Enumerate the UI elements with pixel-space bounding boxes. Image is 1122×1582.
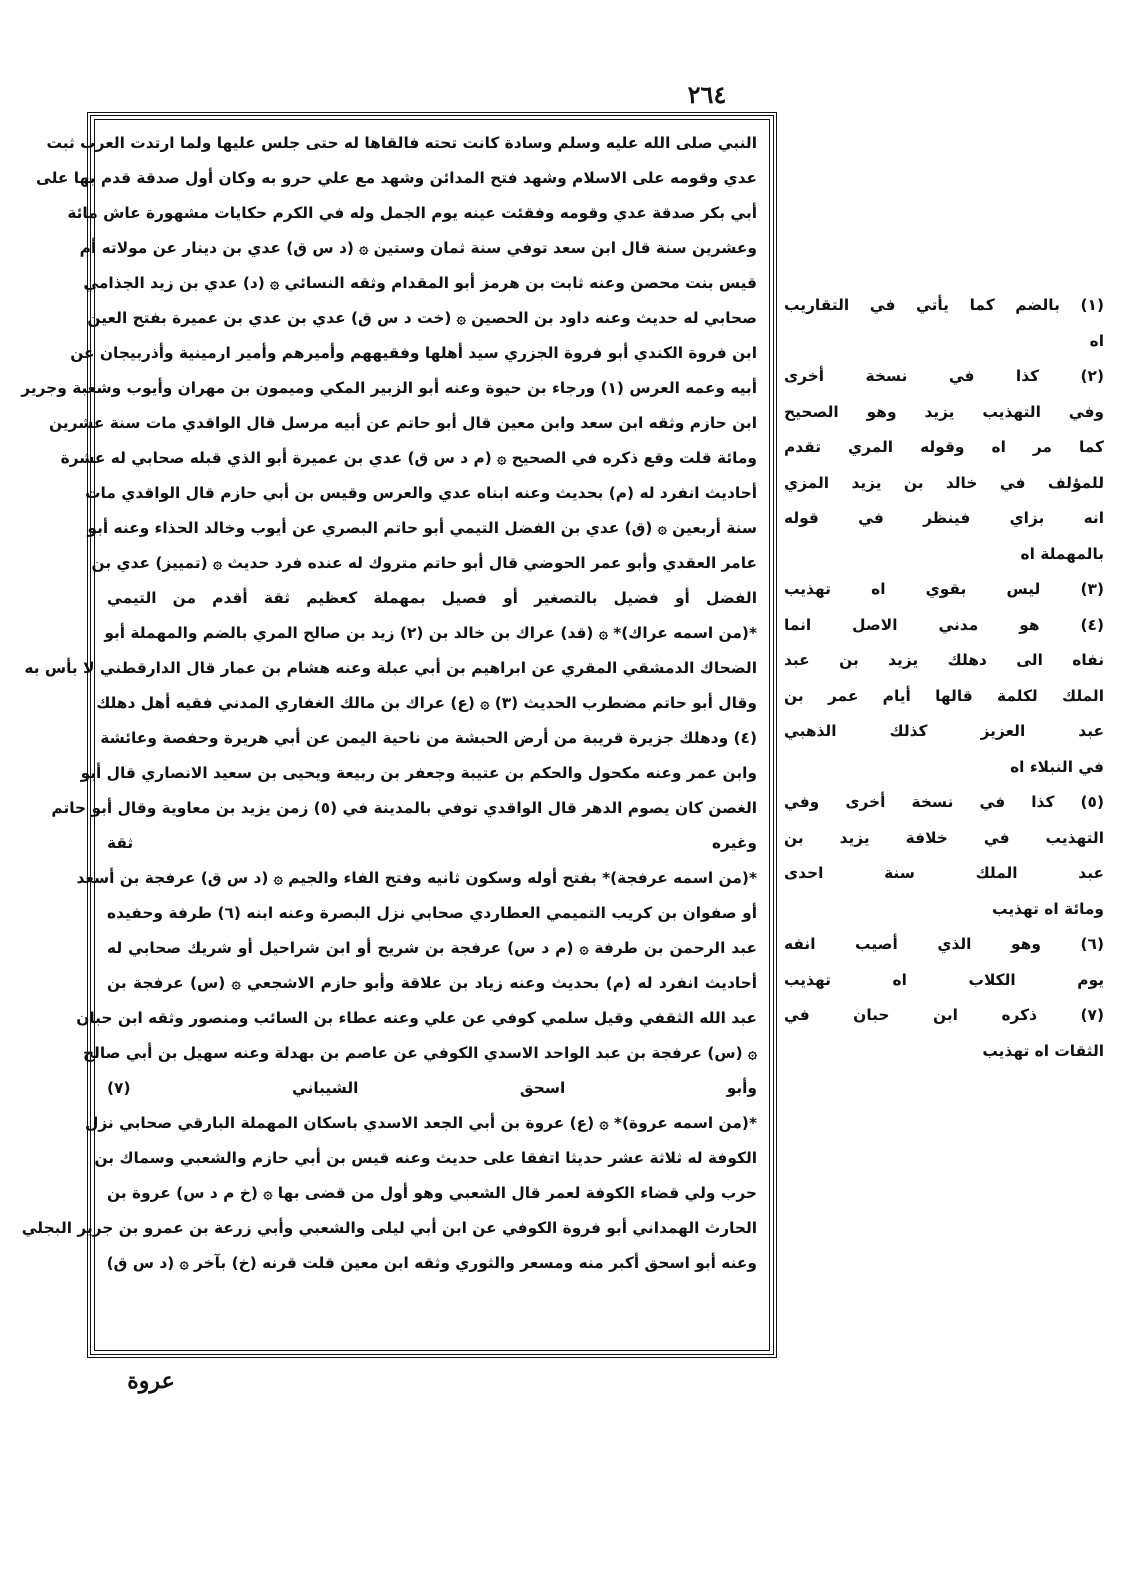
text-line: عامر العقدي وأبو عمر الحوضي قال أبو حاتم متروك له عنده فرد حديث ۞ (تمييز) عدي بن [91,554,757,572]
margin-footnotes [784,288,1104,1069]
text-line: وعشرين سنة قال ابن سعد توفي سنة ثمان وستين ۞ (د س ق) عدي بن دينار عن مولاته أم [79,239,757,257]
footnote-line: عبد العزيز كذلك الذهبي [784,722,1104,740]
footnote-line: في النبلاء اه [1010,757,1104,776]
text-line: الضحاك الدمشقي المقري عن ابراهيم بن أبي عبلة وعنه هشام بن عمار قال الدارقطني لا بأس به [24,659,757,677]
text-line: *(من اسمه عراك)* ۞ (قد) عراك بن خالد بن (٢) زيد بن صالح المري بالضم والمهملة أبو [104,624,757,642]
footnote-line: (١) بالضم كما يأتي في التقاريب [784,296,1104,314]
text-line: قيس بنت محصن وعنه ثابت بن هرمز أبو المقدام وثقه النسائي ۞ (د) عدي بن زيد الجذامي [83,274,757,292]
text-line: أو صفوان بن كريب التميمي العطاردي صحابي نزل البصرة وعنه ابنه (٦) طرفة وحفيده [107,904,757,922]
text-line: ابن حازم وثقه ابن سعد وابن معين قال أبو حاتم عن أبيه مرسل قال الواقدي مات سنة عشرين [48,414,757,432]
text-line: عبد الله الثقفي وقيل سلمي كوفي عن علي وعنه عطاء بن السائب ومنصور وثقه ابن حبان [76,1009,757,1027]
footnote-line: (٦) وهو الذي أصيب انفه [784,935,1104,953]
footnote-line: نفاه الى دهلك يزيد بن عبد [784,651,1104,669]
text-line: وغيره ثقة [107,834,757,852]
footnote-line: انه بزاي فينظر في قوله [784,509,1104,527]
text-line: حرب ولي قضاء الكوفة لعمر قال الشعبي وهو أول من قضى بها ۞ (خ م د س) عروة بن [107,1184,757,1202]
footnote-line: (٤) هو مدني الاصل انما [784,615,1104,634]
text-line: أحاديث انفرد له (م) بحديث وعنه زياد بن علاقة وأبو حازم الاشجعي ۞ (س) عرفجة بن [107,974,757,992]
text-line: عدي وقومه على الاسلام وشهد فتح المدائن وشهد مع علي حرو به وكان أول صدقة قدم بها على [36,169,757,187]
footnote-line: بالمهملة اه [1020,544,1104,563]
text-line: الكوفة له ثلاثة عشر حديثا اتفقا على حديث وعنه قيس بن أبي حازم والشعبي وسماك بن [94,1149,757,1167]
footnote-line: كما مر اه وقوله المري تقدم [784,438,1104,456]
footnote-line: (٧) ذكره ابن حبان في [784,1006,1104,1024]
footnote-line: التهذيب في خلافة يزيد بن [784,828,1104,847]
page-number: ٢٦٤ [687,80,727,109]
footnote-line: الملك لكلمة قالها أيام عمر بن [784,686,1104,705]
main-text-frame [21,112,777,1358]
text-line: وأبو اسحق الشيباني (٧) [107,1079,757,1097]
footnote-line: عبد الملك سنة احدى [784,864,1104,882]
text-line: الحارث الهمداني أبو فروة الكوفي عن ابن أبي ليلى والشعبي وأبي زرعة بن عمرو بن جرير البجلي [21,1219,757,1237]
footnote-line: الثقات اه تهذيب [982,1041,1104,1060]
text-line: *(من اسمه عرفجة)* بفتح أوله وسكون ثانيه وفتح الفاء والجيم ۞ (د س ق) عرفجة بن أسعد [76,869,757,887]
footnote-line: وفي التهذيب يزيد وهو الصحيح [784,402,1104,421]
text-line: سنة أربعين ۞ (ق) عدي بن الفضل التيمي أبو حاتم البصري عن أيوب وخالد الحذاء وعنه أبو [87,519,757,537]
text-line: أبي بكر صدقة عدي وقومه وفقئت عينه يوم الجمل وله في الكرم حكايات مشهورة عاش مائة [67,204,757,222]
footnote-line: للمؤلف في خالد بن يزيد المزي [784,473,1104,492]
footnote-line: يوم الكلاب اه تهذيب [784,970,1104,989]
text-line: ابن فروة الكندي أبو فروة الجزري سيد أهلها وفقيههم وأميرهم وأمير ارمينية وأذربيجان عن [70,344,757,362]
text-line: وابن عمر وعنه مكحول والحكم بن عتيبة وجعفر بن ربيعة ويحيى بن سعيد الانصاري قال أبو [80,764,757,782]
text-line: (٤) ودهلك جزيرة قريبة من أرض الحبشة من ناحية اليمن عن أبي هريرة وحفصة وعائشة [100,729,757,747]
footnote-line: اه [1089,331,1104,350]
text-line: الفضل أو فضيل بالتصغير أو فصيل بمهملة كعظيم ثقة أقدم من التيمي [107,589,757,607]
text-line: *(من اسمه عروة)* ۞ (ع) عروة بن أبي الجعد الاسدي باسكان المهملة البارقي صحابي نزل [85,1114,757,1132]
text-line: أحاديث انفرد له (م) بحديث وعنه ابناه عدي والعرس وقيس بن أبي حازم قال الواقدي مات [85,484,757,502]
footnote-line: (٥) كذا في نسخة أخرى وفي [784,793,1104,811]
text-line: صحابي له حديث وعنه داود بن الحصين ۞ (خت د س ق) عدي بن عدي بن عميرة بفتح العين [87,309,757,327]
footnote-line: (٣) ليس بقوي اه تهذيب [784,580,1104,598]
text-line: وعنه أبو اسحق أكبر منه ومسعر والثوري وثقه ابن معين قلت قرنه (خ) بآخر ۞ (د س ق) [106,1254,757,1272]
main-text-body [21,119,770,1351]
text-line: عبد الرحمن بن طرفة ۞ (م د س) عرفجة بن شريح أو ابن شراحيل أو شريك صحابي له [107,939,757,957]
text-line: الغصن كان يصوم الدهر قال الواقدي توفي بالمدينة في (٥) زمن يزيد بن معاوية وقال أبو حاتم [51,799,757,817]
text-line: ۞ (س) عرفجة بن عبد الواحد الاسدي الكوفي عن عاصم بن بهدلة وعنه سهيل بن أبي صالح [82,1044,757,1062]
text-line: ومائة قلت وقع ذكره في الصحيح ۞ (م د س ق) عدي بن عميرة أبو الذي قبله صحابي له عشرة [60,449,757,467]
catchword: عروة [127,1368,175,1394]
text-line: أبيه وعمه العرس (١) ورجاء بن حيوة وعنه أبو الزبير المكي وميمون بن مهران وأيوب وشعبة وجرير [21,379,757,397]
footnote-line: (٢) كذا في نسخة أخرى [784,367,1104,385]
text-line: النبي صلى الله عليه وسلم وسادة كانت تحته فالقاها له حتى جلس عليها ولما ارتدت العرب ثبت [46,134,757,152]
text-line: وقال أبو حاتم مضطرب الحديث (٣) ۞ (ع) عراك بن مالك الغفاري المدني فقيه أهل دهلك [96,694,757,712]
footnote-line: ومائة اه تهذيب [992,899,1104,918]
